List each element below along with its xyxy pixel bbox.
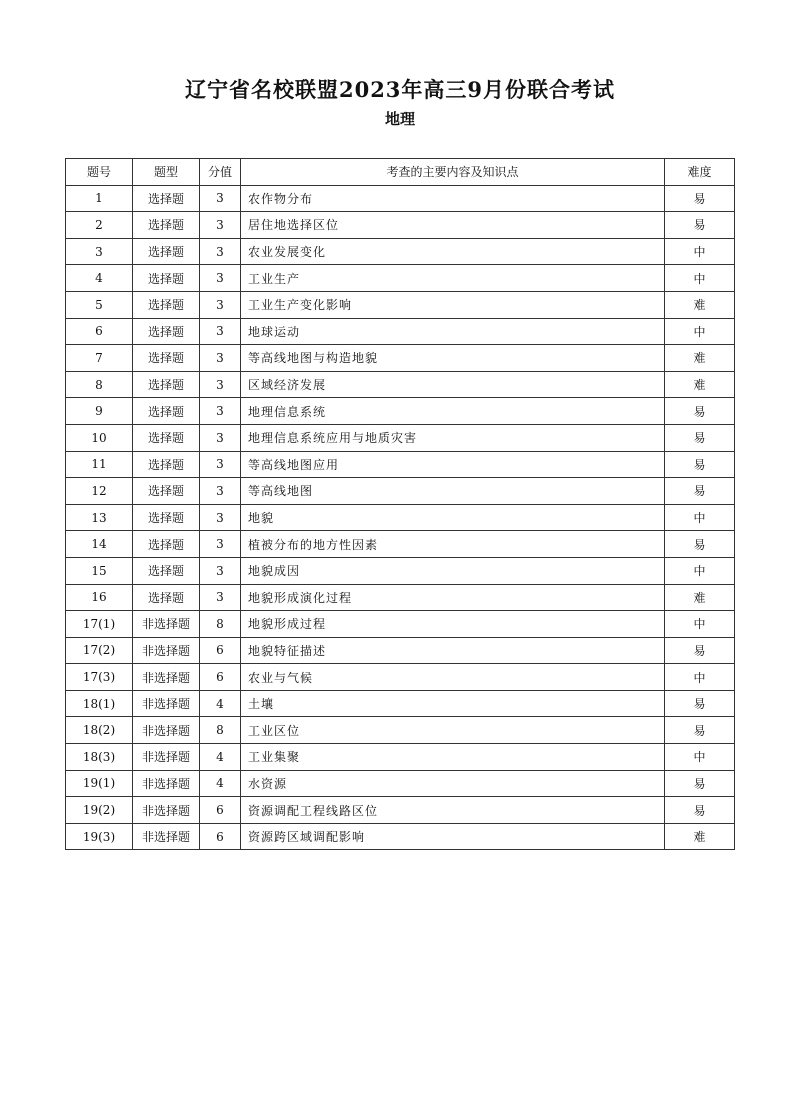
cell-content: 居住地选择区位 [241,212,665,239]
cell-question-type: 非选择题 [133,664,200,691]
cell-difficulty: 中 [665,664,735,691]
table-row [66,238,735,265]
cell-question-type: 非选择题 [133,717,200,744]
cell-question-number: 3 [66,238,133,265]
cell-score: 6 [200,797,241,824]
cell-score: 3 [200,504,241,531]
cell-question-type: 选择题 [133,531,200,558]
table-row [66,531,735,558]
cell-question-number: 7 [66,345,133,372]
cell-question-number: 19(1) [66,770,133,797]
table-body [66,185,735,850]
cell-score: 6 [200,823,241,850]
cell-question-type: 非选择题 [133,637,200,664]
cell-question-number: 11 [66,451,133,478]
cell-content: 地貌形成演化过程 [241,584,665,611]
document-title: 辽宁省名校联盟2023年高三9月份联合考试 [184,77,616,102]
cell-question-number: 8 [66,371,133,398]
cell-question-number: 9 [66,398,133,425]
cell-score: 3 [200,212,241,239]
cell-content: 等高线地图应用 [241,451,665,478]
table-row [66,424,735,451]
table-row [66,690,735,717]
cell-score: 3 [200,424,241,451]
cell-content: 农作物分布 [241,185,665,212]
cell-content: 地貌特征描述 [241,637,665,664]
cell-content: 工业生产变化影响 [241,291,665,318]
cell-score: 3 [200,584,241,611]
cell-question-number: 16 [66,584,133,611]
cell-difficulty: 中 [665,744,735,771]
cell-score: 3 [200,291,241,318]
table-row [66,611,735,638]
cell-question-number: 18(2) [66,717,133,744]
cell-score: 3 [200,398,241,425]
cell-score: 3 [200,185,241,212]
table-row [66,664,735,691]
cell-difficulty: 易 [665,770,735,797]
cell-question-number: 14 [66,531,133,558]
cell-question-type: 非选择题 [133,770,200,797]
table-row [66,770,735,797]
cell-question-number: 17(3) [66,664,133,691]
cell-difficulty: 易 [665,451,735,478]
cell-difficulty: 易 [665,717,735,744]
table-row [66,371,735,398]
cell-question-type: 非选择题 [133,744,200,771]
cell-difficulty: 中 [665,611,735,638]
cell-question-number: 17(2) [66,637,133,664]
cell-question-number: 15 [66,557,133,584]
cell-question-type: 选择题 [133,504,200,531]
cell-score: 3 [200,345,241,372]
cell-content: 地球运动 [241,318,665,345]
cell-difficulty: 易 [665,690,735,717]
header-question-type: 题型 [133,159,200,186]
cell-difficulty: 中 [665,318,735,345]
subject-subtitle: 地理 [384,110,415,128]
cell-score: 3 [200,531,241,558]
cell-content: 农业发展变化 [241,238,665,265]
header-content: 考查的主要内容及知识点 [241,159,665,186]
cell-content: 资源跨区域调配影响 [241,823,665,850]
cell-content: 地貌成因 [241,557,665,584]
table-row [66,345,735,372]
cell-score: 3 [200,371,241,398]
table-row [66,744,735,771]
cell-difficulty: 易 [665,637,735,664]
table-row [66,504,735,531]
cell-content: 工业区位 [241,717,665,744]
cell-content: 地貌 [241,504,665,531]
cell-question-type: 选择题 [133,212,200,239]
cell-question-number: 2 [66,212,133,239]
cell-question-number: 4 [66,265,133,292]
cell-question-type: 选择题 [133,345,200,372]
cell-difficulty: 易 [665,398,735,425]
cell-difficulty: 易 [665,185,735,212]
cell-difficulty: 中 [665,265,735,292]
table-row [66,797,735,824]
cell-difficulty: 易 [665,797,735,824]
cell-question-number: 5 [66,291,133,318]
cell-content: 工业生产 [241,265,665,292]
cell-question-type: 非选择题 [133,690,200,717]
cell-question-type: 选择题 [133,371,200,398]
cell-content: 工业集聚 [241,744,665,771]
cell-difficulty: 易 [665,478,735,505]
cell-difficulty: 易 [665,212,735,239]
cell-question-number: 19(2) [66,797,133,824]
cell-question-type: 选择题 [133,238,200,265]
cell-question-type: 选择题 [133,584,200,611]
cell-difficulty: 中 [665,504,735,531]
cell-difficulty: 难 [665,584,735,611]
cell-question-number: 10 [66,424,133,451]
cell-score: 4 [200,744,241,771]
cell-question-number: 6 [66,318,133,345]
cell-question-type: 选择题 [133,265,200,292]
cell-question-type: 选择题 [133,451,200,478]
cell-content: 区域经济发展 [241,371,665,398]
cell-score: 3 [200,478,241,505]
cell-question-type: 选择题 [133,398,200,425]
table-row [66,823,735,850]
cell-score: 4 [200,690,241,717]
table-row [66,398,735,425]
table-row [66,584,735,611]
cell-question-type: 非选择题 [133,611,200,638]
cell-score: 4 [200,770,241,797]
cell-question-type: 选择题 [133,424,200,451]
cell-difficulty: 易 [665,424,735,451]
cell-difficulty: 易 [665,531,735,558]
cell-score: 8 [200,611,241,638]
cell-question-type: 选择题 [133,557,200,584]
cell-score: 3 [200,451,241,478]
cell-score: 3 [200,557,241,584]
table-row [66,637,735,664]
cell-question-type: 选择题 [133,478,200,505]
cell-content: 资源调配工程线路区位 [241,797,665,824]
cell-difficulty: 难 [665,371,735,398]
cell-question-type: 非选择题 [133,823,200,850]
table-row [66,478,735,505]
cell-content: 水资源 [241,770,665,797]
cell-content: 等高线地图与构造地貌 [241,345,665,372]
table-row [66,212,735,239]
cell-score: 3 [200,265,241,292]
table-row [66,265,735,292]
cell-question-number: 17(1) [66,611,133,638]
knowledge-point-table [65,158,735,850]
table-row [66,557,735,584]
cell-content: 农业与气候 [241,664,665,691]
cell-score: 6 [200,664,241,691]
cell-question-number: 12 [66,478,133,505]
cell-question-number: 1 [66,185,133,212]
header-question-number: 题号 [66,159,133,186]
header-score: 分值 [200,159,241,186]
cell-question-number: 18(3) [66,744,133,771]
table-row [66,291,735,318]
cell-difficulty: 中 [665,557,735,584]
cell-difficulty: 难 [665,291,735,318]
table-row [66,451,735,478]
cell-question-number: 19(3) [66,823,133,850]
cell-content: 地理信息系统 [241,398,665,425]
cell-content: 等高线地图 [241,478,665,505]
cell-score: 3 [200,318,241,345]
cell-difficulty: 中 [665,238,735,265]
table-row [66,717,735,744]
cell-difficulty: 难 [665,823,735,850]
table-row [66,185,735,212]
table-row [66,318,735,345]
table-header [66,159,735,186]
cell-question-type: 选择题 [133,291,200,318]
cell-question-number: 13 [66,504,133,531]
cell-question-type: 非选择题 [133,797,200,824]
cell-content: 地貌形成过程 [241,611,665,638]
cell-question-number: 18(1) [66,690,133,717]
header-difficulty: 难度 [665,159,735,186]
table-header-row [66,159,735,186]
cell-question-type: 选择题 [133,318,200,345]
cell-question-type: 选择题 [133,185,200,212]
cell-content: 土壤 [241,690,665,717]
cell-score: 3 [200,238,241,265]
cell-difficulty: 难 [665,345,735,372]
cell-content: 地理信息系统应用与地质灾害 [241,424,665,451]
cell-score: 8 [200,717,241,744]
cell-score: 6 [200,637,241,664]
cell-content: 植被分布的地方性因素 [241,531,665,558]
